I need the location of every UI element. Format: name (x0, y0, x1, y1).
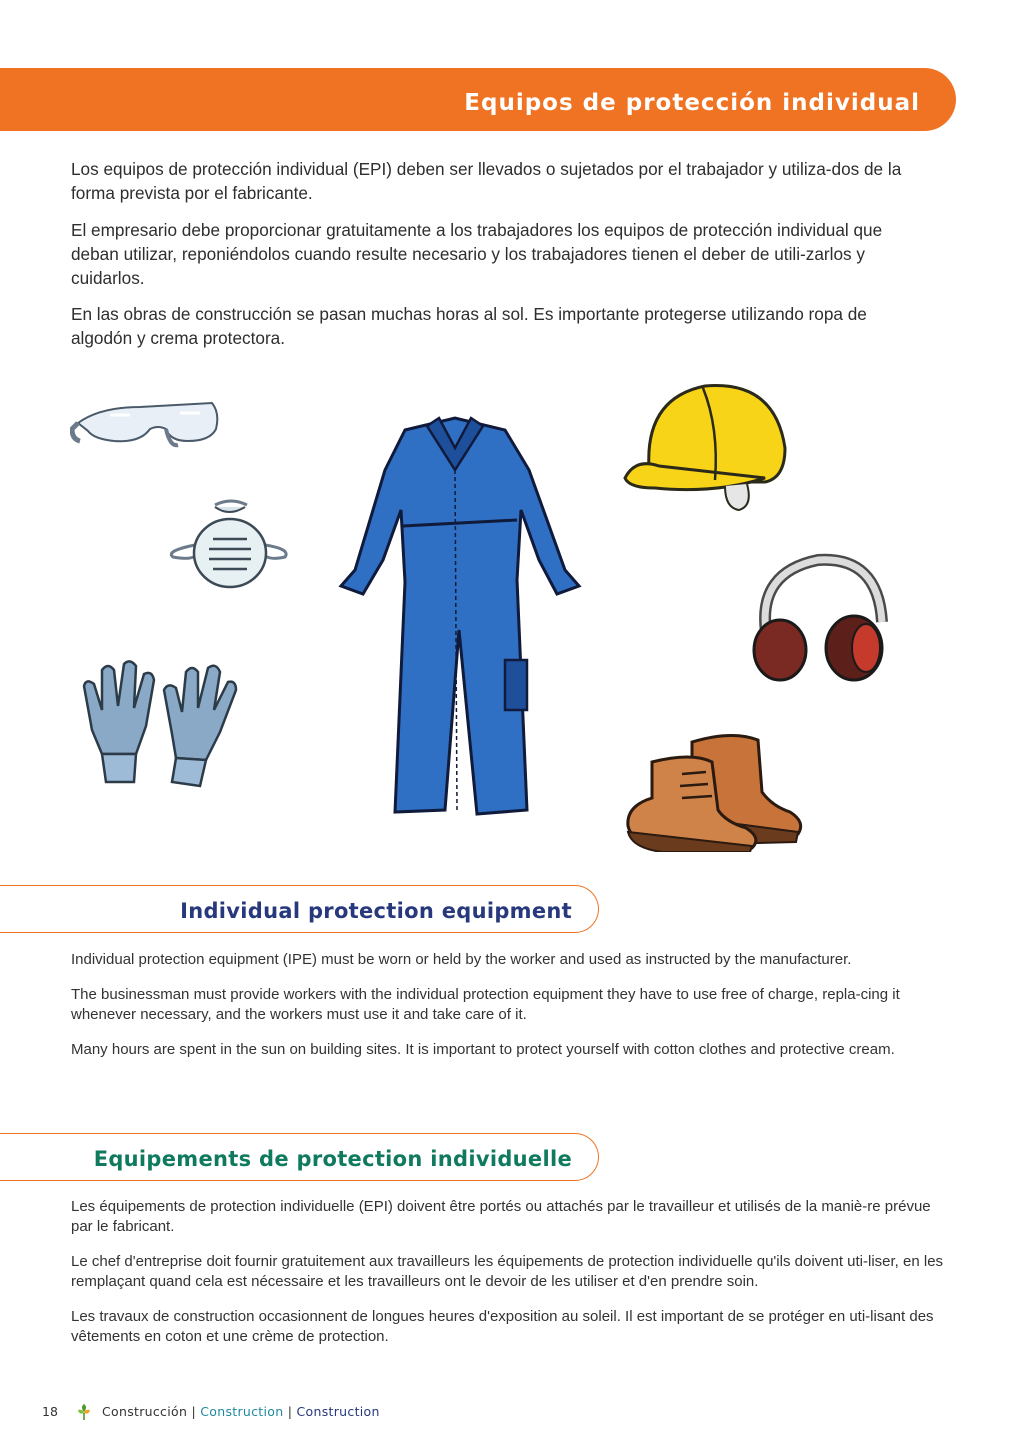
footer-label-es: Construcción (102, 1404, 188, 1419)
english-section-title: Individual protection equipment (180, 899, 572, 923)
english-paragraph-2: The businessman must provide workers with the individual protection equipment they have to use free of charge, repla-cing it whenever necessary, and the workers must use it and take care of it. (71, 986, 900, 1023)
french-section-header (0, 1133, 599, 1181)
footer-separator-2: | (287, 1404, 293, 1419)
english-paragraph-1: Individual protection equipment (IPE) must be worn or held by the worker and used as instructed by the manufacturer. (71, 951, 852, 968)
spanish-paragraph-1: Los equipos de protección individual (EPI) deben ser llevados o sujetados por el trabajador y utiliza-dos de la forma prevista por el fabricante. (71, 159, 902, 203)
french-paragraph-3: Les travaux de construction occasionnent de longues heures d'exposition au soleil. Il est important de se protéger en uti-lisant des vêtements en coton et une crème de protection. (71, 1308, 934, 1345)
french-section-title: Equipements de protection individuelle (93, 1147, 572, 1171)
english-paragraph-3: Many hours are spent in the sun on building sites. It is important to protect yourself with cotton clothes and protective cream. (71, 1041, 895, 1058)
ear-muffs-icon (748, 552, 898, 697)
footer-labels (102, 1404, 380, 1419)
footer-label-fr: Construction (296, 1404, 380, 1419)
page-footer (0, 1404, 600, 1424)
spanish-paragraph-3: En las obras de construcción se pasan muchas horas al sol. Es importante protegerse utilizando ropa de algodón y crema protectora. (71, 304, 867, 348)
english-section-header (0, 885, 599, 933)
dust-mask-icon (165, 495, 295, 610)
spanish-paragraph-2: El empresario debe proporcionar gratuitamente a los trabajadores los equipos de protección individual que deban utilizar, reponiéndolos cuando resulte necesario y los trabajadores tienen el deber de utili-zarlos y cuidarlos. (71, 220, 883, 288)
page-number: 18 (42, 1404, 58, 1419)
french-paragraph-1: Les équipements de protection individuelle (EPI) doivent être portés ou attachés par le travailleur et utilisés de la maniè-re prévue par le fabricant. (71, 1198, 931, 1235)
work-gloves-icon (72, 650, 252, 795)
footer-label-en: Construction (200, 1404, 284, 1419)
coverall-icon (335, 410, 585, 825)
hard-hat-icon (615, 368, 795, 523)
safety-boots-icon (622, 722, 812, 857)
french-paragraph-2: Le chef d'entreprise doit fournir gratuitement aux travailleurs les équipements de protection individuelle qu'ils doivent uti-liser, en les remplaçant quand cela est nécessaire et les travailleurs ont le devoir de les utiliser et d'en prendre soin. (71, 1253, 944, 1290)
leaf-logo-icon (76, 1403, 92, 1424)
footer-separator-1: | (191, 1404, 196, 1419)
page-title: Equipos de protección individual (464, 90, 920, 116)
header-banner (0, 68, 956, 131)
safety-glasses-icon (70, 385, 230, 470)
